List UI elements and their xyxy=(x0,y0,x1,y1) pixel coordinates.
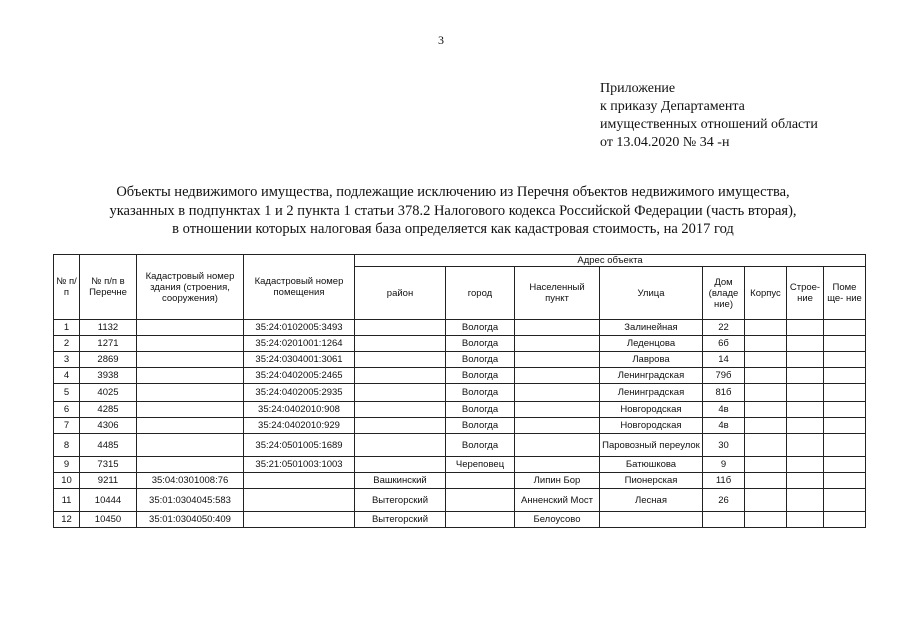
objects-table xyxy=(53,254,866,528)
cell-room xyxy=(824,418,866,434)
cell-house: 9 xyxy=(703,457,745,473)
cell-locality xyxy=(515,434,600,457)
cell-building xyxy=(787,512,824,528)
cell-house: 79б xyxy=(703,368,745,384)
cell-city: Вологда xyxy=(446,336,515,352)
cell-city xyxy=(446,489,515,512)
appendix-line: Приложение xyxy=(600,81,676,96)
cell-cad-room: 35:21:0501003:1003 xyxy=(244,457,355,473)
cell-building xyxy=(787,434,824,457)
cell-corpus xyxy=(745,418,787,434)
cell-num: 11 xyxy=(54,489,80,512)
cell-corpus xyxy=(745,368,787,384)
cell-locality xyxy=(515,336,600,352)
header-street: Улица xyxy=(600,267,703,320)
cell-city: Череповец xyxy=(446,457,515,473)
header-building: Строе- ние xyxy=(787,267,824,320)
cell-building xyxy=(787,489,824,512)
cell-cad-building xyxy=(137,336,244,352)
cell-room xyxy=(824,512,866,528)
cell-cad-room: 35:24:0402005:2465 xyxy=(244,368,355,384)
cell-num: 10 xyxy=(54,473,80,489)
table-row xyxy=(54,336,866,352)
cell-cad-room: 35:24:0501005:1689 xyxy=(244,434,355,457)
table-row xyxy=(54,320,866,336)
cell-city xyxy=(446,473,515,489)
cell-building xyxy=(787,457,824,473)
cell-district: Вашкинский xyxy=(355,473,446,489)
table-row xyxy=(54,473,866,489)
cell-num: 6 xyxy=(54,402,80,418)
header-cad-room: Кадастровый номер помещения xyxy=(244,255,355,320)
cell-room xyxy=(824,368,866,384)
header-num: № п/п xyxy=(54,255,80,320)
cell-list-num: 4025 xyxy=(80,384,137,402)
header-corpus: Корпус xyxy=(745,267,787,320)
cell-cad-building xyxy=(137,368,244,384)
table-row xyxy=(54,512,866,528)
cell-district xyxy=(355,336,446,352)
cell-locality xyxy=(515,457,600,473)
cell-cad-building: 35:04:0301008:76 xyxy=(137,473,244,489)
cell-num: 7 xyxy=(54,418,80,434)
cell-house: 14 xyxy=(703,352,745,368)
cell-cad-building: 35:01:0304050:409 xyxy=(137,512,244,528)
cell-cad-building xyxy=(137,320,244,336)
cell-district xyxy=(355,368,446,384)
header-district: район xyxy=(355,267,446,320)
cell-num: 12 xyxy=(54,512,80,528)
cell-num: 8 xyxy=(54,434,80,457)
cell-cad-building: 35:01:0304045:583 xyxy=(137,489,244,512)
cell-list-num: 4485 xyxy=(80,434,137,457)
table-row xyxy=(54,457,866,473)
table-row xyxy=(54,352,866,368)
cell-room xyxy=(824,320,866,336)
table-row xyxy=(54,489,866,512)
cell-house: 30 xyxy=(703,434,745,457)
appendix-block xyxy=(600,80,818,152)
appendix-line: к приказу Департамента xyxy=(600,99,745,114)
table-row xyxy=(54,418,866,434)
cell-street: Леденцова xyxy=(600,336,703,352)
cell-cad-room: 35:24:0304001:3061 xyxy=(244,352,355,368)
cell-city: Вологда xyxy=(446,418,515,434)
table-row xyxy=(54,368,866,384)
cell-cad-building xyxy=(137,418,244,434)
cell-cad-room: 35:24:0402010:929 xyxy=(244,418,355,434)
cell-list-num: 10450 xyxy=(80,512,137,528)
cell-district: Вытегорский xyxy=(355,512,446,528)
header-locality: Населенный пункт xyxy=(515,267,600,320)
cell-city: Вологда xyxy=(446,352,515,368)
cell-building xyxy=(787,384,824,402)
cell-house: 6б xyxy=(703,336,745,352)
cell-district: Вытегорский xyxy=(355,489,446,512)
cell-street: Лесная xyxy=(600,489,703,512)
appendix-line: от 13.04.2020 № 34 -н xyxy=(600,135,730,150)
cell-street: Ленинградская xyxy=(600,384,703,402)
header-room: Поме ще- ние xyxy=(824,267,866,320)
cell-building xyxy=(787,473,824,489)
cell-room xyxy=(824,457,866,473)
header-list-num: № п/п в Перечне xyxy=(80,255,137,320)
cell-list-num: 4306 xyxy=(80,418,137,434)
header-house: Дом (владе ние) xyxy=(703,267,745,320)
cell-list-num: 9211 xyxy=(80,473,137,489)
cell-room xyxy=(824,402,866,418)
cell-street: Батюшкова xyxy=(600,457,703,473)
cell-house xyxy=(703,512,745,528)
table-row xyxy=(54,384,866,402)
cell-list-num: 1271 xyxy=(80,336,137,352)
cell-room xyxy=(824,384,866,402)
cell-street: Пионерская xyxy=(600,473,703,489)
title-line: в отношении которых налоговая база определяется как кадастровая стоимость, на 2017 год xyxy=(172,221,734,237)
cell-cad-building xyxy=(137,402,244,418)
title-line: указанных в подпунктах 1 и 2 пункта 1 статьи 378.2 Налогового кодекса Российской Федерации (часть вторая), xyxy=(109,202,797,219)
cell-street: Новгородская xyxy=(600,418,703,434)
cell-cad-room: 35:24:0102005:3493 xyxy=(244,320,355,336)
cell-cad-room xyxy=(244,512,355,528)
cell-room xyxy=(824,473,866,489)
cell-locality: Белоусово xyxy=(515,512,600,528)
document-title xyxy=(40,183,866,239)
cell-num: 1 xyxy=(54,320,80,336)
cell-corpus xyxy=(745,457,787,473)
cell-building xyxy=(787,418,824,434)
cell-cad-room: 35:24:0402010:908 xyxy=(244,402,355,418)
cell-street: Новгородская xyxy=(600,402,703,418)
cell-street xyxy=(600,512,703,528)
cell-cad-building xyxy=(137,434,244,457)
cell-district xyxy=(355,434,446,457)
cell-list-num: 10444 xyxy=(80,489,137,512)
cell-cad-room xyxy=(244,489,355,512)
cell-corpus xyxy=(745,512,787,528)
appendix-line: имущественных отношений области xyxy=(600,117,818,132)
cell-cad-room: 35:24:0402005:2935 xyxy=(244,384,355,402)
cell-locality xyxy=(515,402,600,418)
cell-locality xyxy=(515,384,600,402)
cell-list-num: 4285 xyxy=(80,402,137,418)
cell-list-num: 3938 xyxy=(80,368,137,384)
cell-house: 4в xyxy=(703,418,745,434)
cell-corpus xyxy=(745,434,787,457)
cell-cad-room: 35:24:0201001:1264 xyxy=(244,336,355,352)
header-address-group: Адрес объекта xyxy=(355,255,866,267)
cell-building xyxy=(787,402,824,418)
cell-house: 11б xyxy=(703,473,745,489)
cell-street: Ленинградская xyxy=(600,368,703,384)
cell-corpus xyxy=(745,473,787,489)
cell-list-num: 7315 xyxy=(80,457,137,473)
cell-house: 4в xyxy=(703,402,745,418)
cell-city: Вологда xyxy=(446,434,515,457)
page-number: 3 xyxy=(438,33,444,47)
title-line: Объекты недвижимого имущества, подлежащие исключению из Перечня объектов недвижимого имущества, xyxy=(116,184,790,200)
cell-city: Вологда xyxy=(446,320,515,336)
cell-district xyxy=(355,320,446,336)
cell-locality xyxy=(515,368,600,384)
cell-list-num: 1132 xyxy=(80,320,137,336)
cell-house: 26 xyxy=(703,489,745,512)
cell-num: 2 xyxy=(54,336,80,352)
cell-corpus xyxy=(745,384,787,402)
cell-city xyxy=(446,512,515,528)
cell-locality xyxy=(515,320,600,336)
cell-house: 81б xyxy=(703,384,745,402)
cell-cad-room xyxy=(244,473,355,489)
cell-corpus xyxy=(745,336,787,352)
table-body xyxy=(54,320,866,528)
cell-corpus xyxy=(745,489,787,512)
cell-street: Лаврова xyxy=(600,352,703,368)
cell-district xyxy=(355,384,446,402)
table-row xyxy=(54,434,866,457)
cell-city: Вологда xyxy=(446,402,515,418)
cell-cad-building xyxy=(137,384,244,402)
cell-locality xyxy=(515,418,600,434)
header-cad-building: Кадастровый номер здания (строения, сооружения) xyxy=(137,255,244,320)
cell-building xyxy=(787,352,824,368)
cell-city: Вологда xyxy=(446,368,515,384)
cell-district xyxy=(355,418,446,434)
cell-district xyxy=(355,402,446,418)
cell-cad-building xyxy=(137,457,244,473)
cell-room xyxy=(824,336,866,352)
cell-street: Паровозный переулок xyxy=(600,434,703,457)
cell-corpus xyxy=(745,402,787,418)
cell-num: 5 xyxy=(54,384,80,402)
table-row xyxy=(54,402,866,418)
cell-room xyxy=(824,489,866,512)
cell-num: 4 xyxy=(54,368,80,384)
cell-corpus xyxy=(745,320,787,336)
cell-locality: Анненский Мост xyxy=(515,489,600,512)
cell-district xyxy=(355,457,446,473)
cell-street: Залинейная xyxy=(600,320,703,336)
cell-cad-building xyxy=(137,352,244,368)
cell-room xyxy=(824,434,866,457)
cell-building xyxy=(787,320,824,336)
cell-locality: Липин Бор xyxy=(515,473,600,489)
cell-building xyxy=(787,336,824,352)
header-city: город xyxy=(446,267,515,320)
cell-locality xyxy=(515,352,600,368)
cell-list-num: 2869 xyxy=(80,352,137,368)
cell-num: 9 xyxy=(54,457,80,473)
cell-city: Вологда xyxy=(446,384,515,402)
cell-building xyxy=(787,368,824,384)
cell-num: 3 xyxy=(54,352,80,368)
cell-corpus xyxy=(745,352,787,368)
cell-room xyxy=(824,352,866,368)
cell-district xyxy=(355,352,446,368)
cell-house: 22 xyxy=(703,320,745,336)
